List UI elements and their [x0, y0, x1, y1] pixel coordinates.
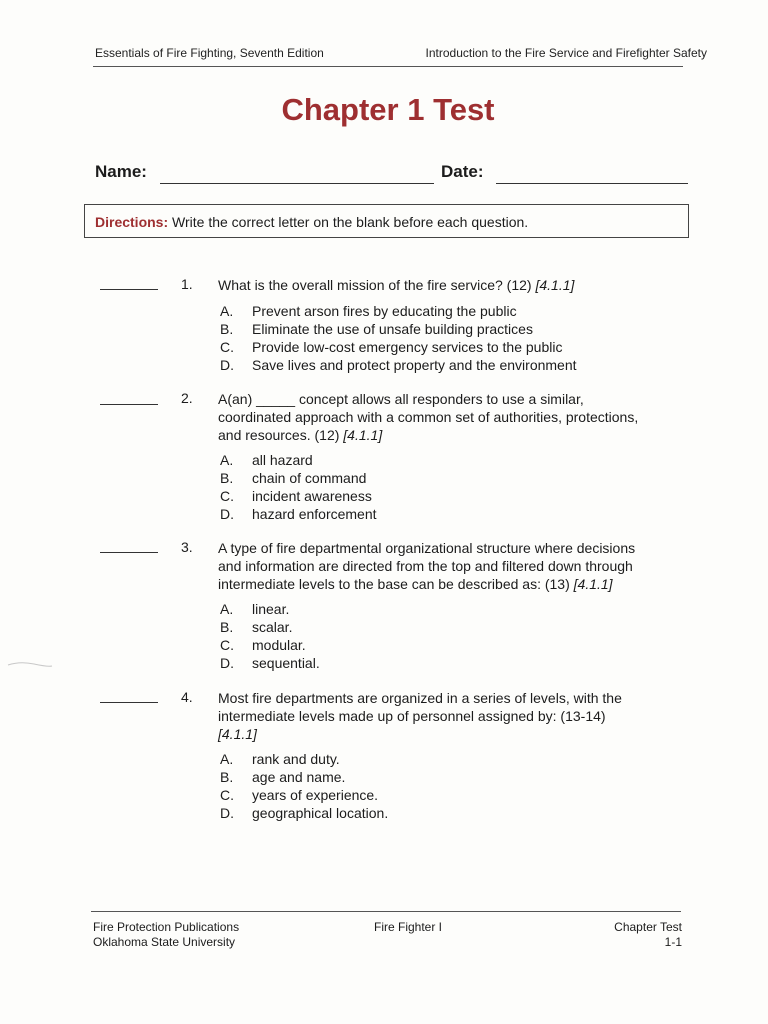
question-4-option-d: D. geographical location.: [220, 805, 389, 821]
directions-label: Directions:: [95, 214, 169, 230]
question-2-option-d: D. hazard enforcement: [220, 506, 377, 522]
question-4-line-1: Most fire departments are organized in a series of levels, with the: [218, 690, 622, 706]
question-text-1: [218, 276, 680, 294]
question-number-2: 2.: [181, 390, 193, 406]
directions-text: Write the correct letter on the blank before each question.: [172, 214, 529, 230]
footer-page-info: [614, 920, 682, 950]
footer-publisher-line-2: Oklahoma State University: [93, 935, 236, 949]
question-2-line-2: coordinated approach with a common set of authorities, protections,: [218, 409, 639, 425]
footer-divider: [91, 911, 681, 912]
question-1-option-d: D. Save lives and protect property and the environment: [220, 357, 577, 373]
header-divider: [93, 66, 683, 67]
date-field[interactable]: [496, 183, 688, 184]
question-1-reference: [4.1.1]: [535, 277, 575, 293]
question-2-reference: [4.1.1]: [343, 427, 383, 443]
question-2-line-1: A(an) _____ concept allows all responders to use a similar,: [218, 391, 584, 407]
name-field[interactable]: [160, 183, 434, 184]
question-number-4: 4.: [181, 689, 193, 705]
question-2-line-3: and resources. (12): [218, 427, 344, 443]
directions-box: [84, 204, 689, 238]
question-1-option-a: A. Prevent arson fires by educating the public: [220, 303, 517, 319]
question-2-option-b: B. chain of command: [220, 470, 367, 486]
question-1-option-c: C. Provide low-cost emergency services to the public: [220, 339, 563, 355]
question-1-line-1: What is the overall mission of the fire service? (12): [218, 277, 536, 293]
question-3-line-3: intermediate levels to the base can be described as: (13): [218, 576, 574, 592]
question-2-option-a: A. all hazard: [220, 452, 313, 468]
question-4-reference: [4.1.1]: [218, 726, 257, 742]
question-3-option-b: B. scalar.: [220, 619, 293, 635]
answer-blank-1[interactable]: [100, 289, 158, 290]
footer-publisher: [93, 920, 239, 950]
question-4-option-c: C. years of experience.: [220, 787, 379, 803]
question-4-line-2: intermediate levels made up of personnel assigned by: (13-14): [218, 708, 606, 724]
answer-blank-4[interactable]: [100, 702, 158, 703]
date-label: Date:: [441, 162, 484, 181]
scan-mark: [6, 660, 54, 668]
page-title: Chapter 1 Test: [281, 92, 495, 127]
question-3-reference: [4.1.1]: [573, 576, 613, 592]
header-book-title: Essentials of Fire Fighting, Seventh Edition: [95, 46, 324, 60]
question-4-option-b: B. age and name.: [220, 769, 346, 785]
question-number-3: 3.: [181, 539, 193, 555]
question-3-option-c: C. modular.: [220, 637, 306, 653]
question-text-2: [218, 390, 680, 444]
question-1-option-b: B. Eliminate the use of unsafe building practices: [220, 321, 533, 337]
question-3-option-d: D. sequential.: [220, 655, 320, 671]
question-3-line-1: A type of fire departmental organizational structure where decisions: [218, 540, 636, 556]
footer-publisher-line-1: Fire Protection Publications: [93, 920, 240, 934]
answer-blank-2[interactable]: [100, 404, 158, 405]
answer-blank-3[interactable]: [100, 552, 158, 553]
question-text-3: [218, 539, 680, 593]
question-number-1: 1.: [181, 276, 193, 292]
name-label: Name:: [95, 162, 147, 181]
footer-course: Fire Fighter I: [374, 920, 443, 934]
question-text-4: [218, 689, 680, 743]
question-4-option-a: A. rank and duty.: [220, 751, 340, 767]
header-section-title: Introduction to the Fire Service and Firefighter Safety: [425, 46, 707, 60]
footer-section: Chapter Test: [614, 920, 682, 934]
question-3-line-2: and information are directed from the top and filtered down through: [218, 558, 633, 574]
question-2-option-c: C. incident awareness: [220, 488, 372, 504]
question-3-option-a: A. linear.: [220, 601, 290, 617]
page-number: 1-1: [664, 935, 682, 949]
